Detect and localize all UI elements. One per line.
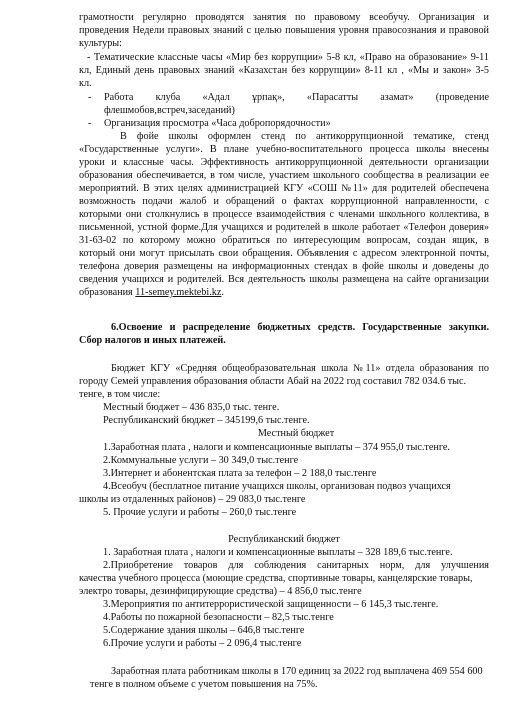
republican-budget-item: 3.Мероприятия по антитеррористической защищенности – 6 145,3 тыс.тенге.	[103, 599, 439, 610]
local-budget-item: 2.Коммунальные услуги – 30 349,0 тыс.тенге	[103, 455, 299, 466]
intro-line: проведения Недели правовых знаний с целью повышения уровня правосознания и правовой	[79, 25, 489, 36]
paragraph-line: «Государственные услуги». В плане учебно-воспитательного процесса школы внесены	[79, 144, 489, 155]
list-dash: -	[88, 92, 92, 103]
budget-intro-line: городу Семей управления образования области Абай на 2022 год составил 782 034.6 тыс.	[79, 376, 467, 387]
link-prefix: образования	[79, 287, 136, 298]
paragraph-line: телефона доверия размещены на информационных стендах в фойе школы и доведены до	[79, 261, 489, 272]
salary-line: Заработная плата работникам школы в 170 единиц за 2022 год выплачена 469 554 600	[111, 666, 483, 677]
republican-budget-heading: Республиканский бюджет	[228, 534, 340, 545]
paragraph-line: уроки и классные часы. Эффективность антикоррупционной деятельности организации	[79, 157, 489, 168]
paragraph-line: мероприятий. В этих целях администрацией КГУ «СОШ №11» для родителей обеспечена	[79, 183, 489, 194]
events-line: кл.	[79, 78, 92, 89]
paragraph-line: возможность подачи жалоб и обращений о фактах коррупционной направленности, с	[79, 196, 489, 207]
paragraph-line: письменной, устной форме.Для учащихся и родителей в школе работает «Телефон доверия»	[79, 222, 489, 233]
republican-budget-total: Республиканский бюджет – 345199,6 тыс.тенге.	[103, 415, 310, 426]
republican-budget-item: 5.Содержание здания школы – 646,8 тыс.тенге	[103, 625, 305, 636]
republican-budget-item-cont: качества учебного процесса (моющие средства, спортивные товары, канцелярские товары,	[79, 573, 473, 584]
republican-budget-item-cont: электро товары, дезинфицирующие средства) – 4 856,0 тыс.тенге	[79, 586, 362, 597]
school-website-link[interactable]: 11-semey.mektebi.kz	[135, 287, 222, 298]
list-dash: -	[88, 118, 92, 129]
paragraph-line: который они могут присылать свои обращения. Объявления с адресом электронной почты,	[79, 248, 489, 259]
local-budget-total: Местный бюджет – 436 835,0 тыс. тенге.	[103, 402, 280, 413]
paragraph-line: которыми они столкнулись в процессе взаимодействия с членами школьного коллектива, в	[79, 209, 489, 220]
local-budget-item-cont: школы из отдаленных районов) – 29 083,0 тыс.тенге	[79, 494, 306, 505]
intro-line: грамотности регулярно проводятся занятия по правовому всеобучу. Организация и	[79, 12, 489, 23]
republican-budget-item: 1. Заработная плата , налоги и компенсационные выплаты – 328 189,6 тыс.тенге.	[103, 547, 453, 558]
paragraph-line: сведения учащихся и родителей. Вся деятельность школы размещена на сайте организации	[79, 274, 489, 285]
link-suffix: .	[221, 287, 224, 298]
list-item-viewing: Организация просмотра «Часа добропорядочности»	[104, 118, 331, 129]
republican-budget-item: 4.Работы по пожарной безопасности – 82,5 тыс.тенге	[103, 612, 334, 623]
list-item-club: Работа клуба «Адал ұрпақ», «Парасатты азамат» (проведение	[104, 92, 489, 103]
section-title: 6.Освоение и распределение бюджетных средств. Государственные закупки.	[111, 322, 489, 333]
section-title-cont: Сбор налогов и иных платежей.	[79, 335, 226, 346]
local-budget-item: 1.Заработная плата , налоги и компенсационные выплаты – 374 955,0 тыс.тенге.	[103, 442, 450, 453]
local-budget-item: 4.Всеобуч (бесплатное питание учащихся школы, организован подвоз учащихся	[103, 481, 451, 492]
paragraph-line-last	[79, 287, 489, 300]
budget-intro-line: тенге, в том числе:	[79, 389, 161, 400]
local-budget-item: 5. Прочие услуги и работы – 260,0 тыс.тенге	[103, 507, 297, 518]
list-item-club-cont: флешмобов,встреч,заседаний)	[104, 105, 235, 116]
paragraph-line: образования обеспечивается, в том числе, участием школьного сообщества в реализации ее	[79, 170, 489, 181]
republican-budget-item: 6.Прочие услуги и работы – 2 096,4 тыс.тенге	[103, 638, 302, 649]
budget-intro-line: Бюджет КГУ «Средняя общеобразовательная школа №11» отдела образования по	[111, 363, 489, 374]
events-line: - Тематические классные часы «Мир без коррупции» 5-8 кл, «Право на образование» 9-11	[87, 52, 489, 63]
salary-line: тенге в полном объеме с учетом повышения на 75%.	[90, 679, 318, 690]
local-budget-heading: Местный бюджет	[257, 428, 335, 439]
intro-line: культуры:	[79, 38, 122, 49]
republican-budget-item: 2.Приобретение товаров для соблюдения санитарных норм, для улучшения	[103, 560, 489, 571]
paragraph-line: В фойе школы оформлен стенд по антикоррупционной тематике, стенд	[120, 131, 489, 142]
events-line: кл, Единый день правовых знаний «Казахстан без коррупции» 8-11 кл , «Мы и закон» 3-5	[79, 65, 489, 76]
local-budget-item: 3.Интернет и абонентская плата за телефон – 2 188,0 тыс.тенге	[103, 468, 377, 479]
paragraph-line: 31-63-02 по которому можно обратиться по интересующим вопросам, создан ящик, в	[79, 235, 489, 246]
